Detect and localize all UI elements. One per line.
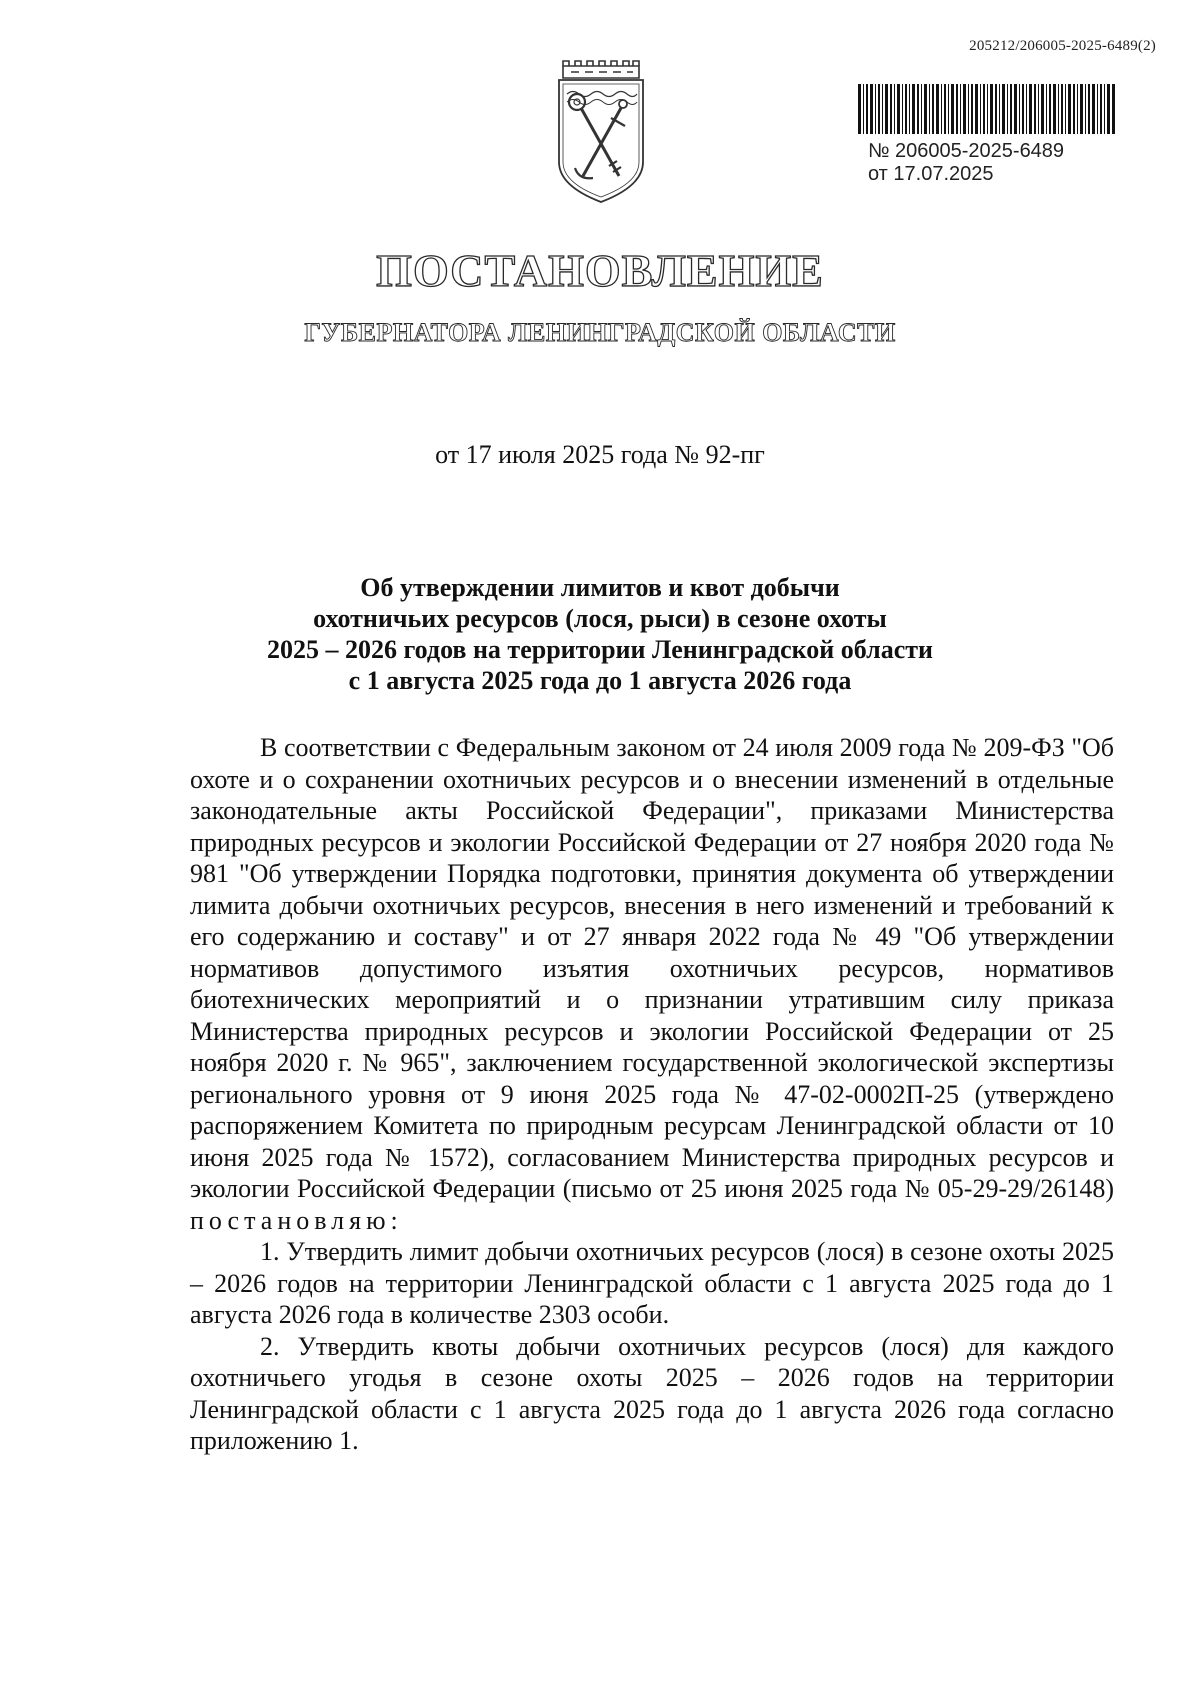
preamble-paragraph [190,732,1114,1236]
title-line: с 1 августа 2025 года до 1 августа 2026 года [348,666,852,695]
title-line: 2025 – 2026 годов на территории Ленинградской области [267,635,933,664]
decree-item: 1. Утвердить лимит добычи охотничьих ресурсов (лося) в сезоне охоты 2025 – 2026 годов на территории Ленинградской области с 1 августа 2025 года до 1 августа 2026 года в количестве 2303 особи. [190,1237,1114,1329]
document-date-number: от 17 июля 2025 года № 92-пг [435,440,765,469]
title-line: Об утверждении лимитов и квот добычи [360,573,840,602]
decree-word: постановляю: [190,1205,403,1235]
registration-block [858,84,1158,186]
document-title [0,572,1200,696]
document-body [190,732,1114,1457]
barcode-icon [858,84,1116,134]
registration-number: № 206005-2025-6489 [868,140,1065,162]
coat-of-arms-icon [553,58,649,204]
preamble-text: В соответствии с Федеральным законом от 24 июля 2009 года № 209-ФЗ "Об охоте и о сохранении охотничьих ресурсов и о внесении изменений в отдельные законодательные акты Российской Федерации", приказами Министерства природных ресурсов и экологии Российской Федерации от 27 ноября 2020 года № 981 "Об утверждении Порядка подготовки, принятия документа об утверждении лимита добычи охотничьих ресурсов, внесения в него изменений и требований к его содержанию и составу" и от 27 января 2022 года № 49 "Об утверждении нормативов допустимого изъятия охотничьих ресурсов, нормативов биотехнических мероприятий и о признании утратившим силу приказа Министерства природных ресурсов и экологии Российской Федерации от 25 ноября 2020 г. № 965", заключением государственной экологической экспертизы регионального уровня от 9 июня 2025 года № 47-02-0002П-25 (утверждено распоряжением Комитета по природным ресурсам Ленинградской области от 10 июня 2025 года № 1572), согласованием Министерства природных ресурсов и экологии Российской Федерации (письмо от 25 июня 2025 года № 05-29-29/26148) [190,733,1114,1203]
title-line: охотничьих ресурсов (лося, рыси) в сезоне охоты [313,604,887,633]
document-type-heading: ПОСТАНОВЛЕНИЕ [376,245,824,296]
issuing-authority: ГУБЕРНАТОРА ЛЕНИНГРАДСКОЙ ОБЛАСТИ [304,318,896,347]
registration-date: от 17.07.2025 [868,163,994,185]
decree-item: 2. Утвердить квоты добычи охотничьих ресурсов (лося) для каждого охотничьего угодья в сезоне охоты 2025 – 2026 годов на территории Ленинградской области с 1 августа 2025 года до 1 августа 2026 года согласно приложению 1. [190,1331,1114,1455]
document-corner-code: 205212/206005-2025-6489(2) [969,38,1156,54]
